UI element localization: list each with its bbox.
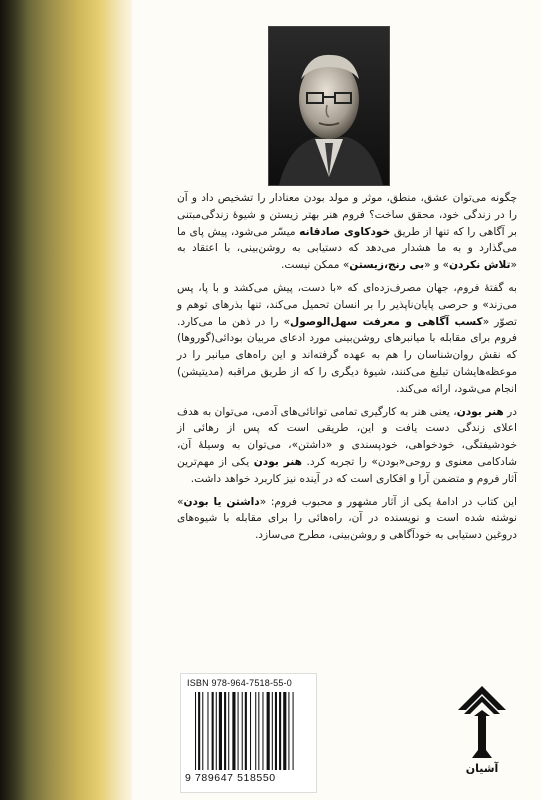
synopsis-paragraph bbox=[177, 494, 517, 544]
text-run: به گفتهٔ فروم، جهان مصرف‌زده‌ای که «با دست، پیش می‌کشد و با پا، پس می‌زند» و حرصی پایان‌ناپذیر را بر انسان تحمیل می‌کند، تنها بذرهای توهم و تصوّر « bbox=[177, 281, 518, 328]
text-run: » ممکن نیست. bbox=[281, 259, 350, 272]
emphasized-phrase: کسب آگاهی و معرفت سهل‌الوصول bbox=[290, 315, 483, 328]
barcode-bar bbox=[224, 692, 226, 770]
synopsis-paragraph bbox=[177, 280, 517, 398]
barcode-bar bbox=[275, 692, 277, 770]
barcode-bar bbox=[212, 692, 214, 770]
synopsis-text bbox=[177, 190, 517, 550]
barcode-bar bbox=[216, 692, 217, 770]
text-run: در bbox=[503, 405, 518, 418]
barcode-bar bbox=[228, 692, 229, 770]
barcode-bar bbox=[238, 692, 239, 770]
publisher-logo bbox=[452, 680, 512, 790]
text-run: این کتاب در ادامهٔ یکی از آثار مشهور و محبوب فروم: « bbox=[259, 495, 517, 508]
barcode-bar bbox=[232, 692, 235, 770]
text-run: » نوشته شده است و نویسنده در آن، راه‌هائی را برای مقابله با شیوه‌های دروغین دستیابی به خودآگاهی و روشن‌بینی، مطرح می‌سازد. bbox=[177, 495, 517, 542]
author-portrait-illustration bbox=[269, 27, 389, 185]
barcode-bar bbox=[207, 692, 208, 770]
text-run: » را در ذهن ما می‌کارد. فروم برای مقابله با میانبرهای روشن‌بینی مورد ادعای مربیان بودائی(گوروها) که نقش روان‌شناسان را هم به عهده گرفته‌اند و این راه‌های میانبر را در موعظه‌هایشان تبلیغ می‌کنند، شیوهٔ دیگری را که از طریق مراقبه (مدیتیشن) انجام می‌شود، ارائه می‌کند. bbox=[177, 315, 517, 395]
barcode-bar bbox=[288, 692, 289, 770]
barcode-bar bbox=[255, 692, 256, 770]
emphasized-phrase: هنر بودن bbox=[253, 455, 302, 468]
barcode-bar bbox=[267, 692, 270, 770]
publisher-name: آشیان bbox=[465, 762, 499, 775]
barcode-bar bbox=[293, 692, 294, 770]
barcode-bar bbox=[202, 692, 203, 770]
barcode-bar bbox=[198, 692, 200, 770]
barcode-bar bbox=[283, 692, 286, 770]
barcode-digits: 9 789647 518550 bbox=[185, 772, 276, 784]
synopsis-paragraph bbox=[177, 190, 517, 274]
author-portrait bbox=[268, 26, 390, 186]
emphasized-phrase: هنر بودن bbox=[456, 405, 504, 418]
barcode-bar bbox=[250, 692, 251, 770]
emphasized-phrase: داشتن یا بودن bbox=[183, 495, 260, 508]
isbn-label: ISBN 978-964-7518-55-0 bbox=[187, 678, 292, 688]
barcode-icon bbox=[193, 692, 305, 772]
text-run: چگونه می‌توان عشق، منطق، موثر و مولد بودن معنادار را تشخیص داد و آن را در زندگی خود، محقق ساخت؟ فروم هنر بهتر زیستن و شیوهٔ زندگی‌مبتنی بر آگاهی را که تنها از طریق bbox=[177, 192, 517, 238]
emphasized-phrase: بی رنج،زیستن bbox=[349, 259, 425, 272]
barcode-bar bbox=[279, 692, 281, 770]
text-run: ، یعنی هنر به کارگیری تمامی توانائی‌های آدمی، می‌توان به هدف اعلای زندگی دست یافت و این، طریقی است که پس از رهائی از خودشیفتگی، خودخواهی، خودپسندی و «داشتن»، می‌توان به وسیلهٔ آن، شادکامی معنوی و روحی«بودن» را تجربه کرد. bbox=[177, 405, 517, 468]
barcode-bar bbox=[262, 692, 263, 770]
spine-shadow bbox=[0, 0, 28, 800]
emphasized-phrase: تلاش نکردن bbox=[448, 259, 511, 272]
barcode-bar bbox=[258, 692, 259, 770]
synopsis-paragraph bbox=[177, 404, 517, 488]
barcode-bar bbox=[242, 692, 243, 770]
text-run: » و « bbox=[424, 259, 449, 272]
barcode-bar bbox=[219, 692, 222, 770]
text-run: یکی از مهم‌ترین آثار فروم و متضمن آرا و افکاری است که در آینده نیز کاربرد خواهد داشت. bbox=[177, 455, 517, 485]
emphasized-phrase: خودکاوی صادقانه bbox=[299, 225, 391, 238]
barcode-box bbox=[180, 673, 317, 793]
publisher-emblem-icon bbox=[452, 680, 512, 762]
text-run: میسّر می‌شود، پیش پای ما می‌گذارد و به ما هشدار می‌دهد که دستیابی به روشن‌بینی، با اعتقاد به « bbox=[177, 225, 517, 272]
barcode-bar bbox=[272, 692, 273, 770]
barcode-bar bbox=[195, 692, 196, 770]
barcode-bar bbox=[245, 692, 247, 770]
